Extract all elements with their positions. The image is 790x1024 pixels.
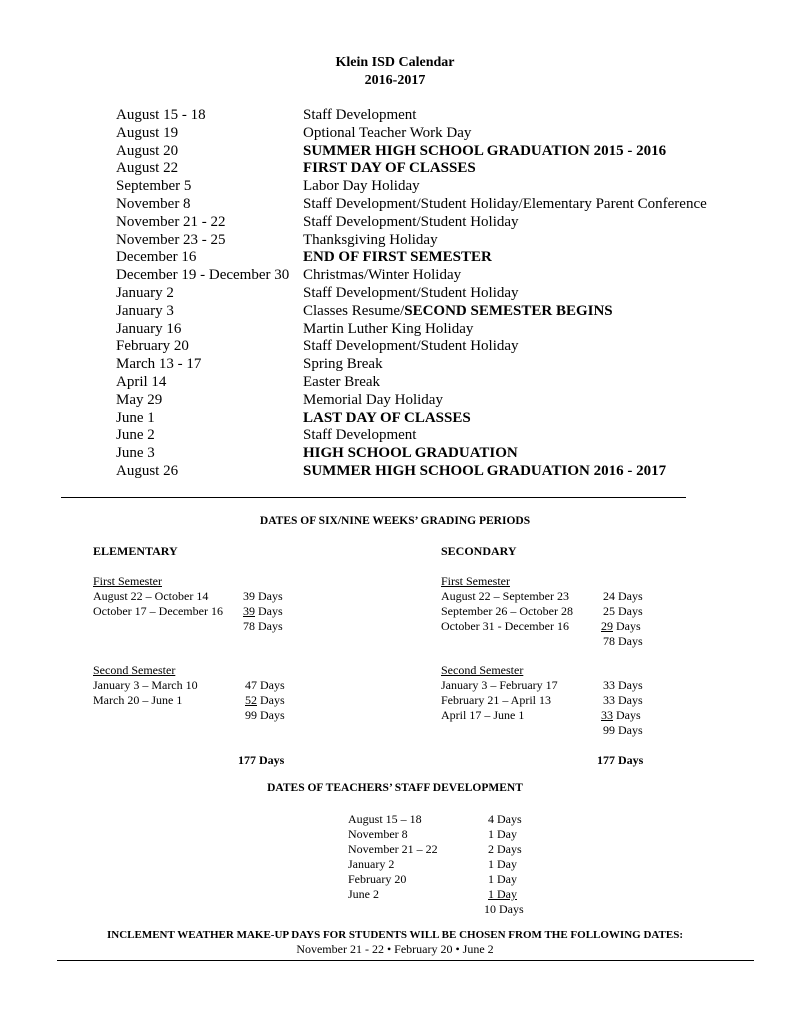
- elementary-total: 177 Days: [238, 753, 285, 767]
- event-date: November 23 - 25: [116, 231, 226, 248]
- event-description: [303, 143, 666, 161]
- staff-dev-days: 2 Days: [488, 842, 522, 856]
- secondary-first-row-3: October 31 - December 16: [441, 619, 569, 633]
- event-date: June 1: [116, 409, 155, 426]
- event-date: December 16: [116, 249, 197, 266]
- secondary-second-total: 99 Days: [603, 723, 643, 737]
- elementary-first-row-1: August 22 – October 14: [93, 589, 209, 603]
- event-description-text: Memorial Day Holiday: [303, 391, 443, 408]
- event-date: September 5: [116, 178, 192, 195]
- event-description: [303, 392, 443, 410]
- staff-dev-days: 4 Days: [488, 812, 522, 826]
- weather-heading: INCLEMENT WEATHER MAKE-UP DAYS FOR STUDENTS WILL BE CHOSEN FROM THE FOLLOWING DATES:: [107, 929, 683, 941]
- elementary-first-days-2: 39 Days: [243, 604, 283, 618]
- event-description-text: Staff Development/Student Holiday: [303, 213, 519, 230]
- secondary-first-row-1: August 22 – September 23: [441, 589, 569, 603]
- secondary-second-row-3: April 17 – June 1: [441, 708, 525, 722]
- staff-dev-date: June 2: [348, 887, 379, 901]
- event-date: November 21 - 22: [116, 213, 226, 230]
- event-description-text: SUMMER HIGH SCHOOL GRADUATION 2015 - 2016: [303, 142, 667, 159]
- secondary-second-row-1: January 3 – February 17: [441, 678, 558, 692]
- event-date: January 3: [116, 302, 174, 319]
- staff-dev-days: 1 Day: [488, 887, 517, 901]
- staff-dev-date: February 20: [348, 872, 407, 886]
- secondary-label: SECONDARY: [441, 544, 517, 558]
- event-date: June 2: [116, 427, 155, 444]
- event-description-text: SUMMER HIGH SCHOOL GRADUATION 2016 - 2017: [303, 463, 667, 479]
- event-description-text: Thanksgiving Holiday: [303, 231, 438, 248]
- event-description: [303, 196, 707, 214]
- event-description: [303, 160, 476, 178]
- event-description: [303, 232, 438, 250]
- event-description-text: Martin Luther King Holiday: [303, 320, 474, 337]
- event-date: August 15 - 18: [116, 107, 206, 123]
- event-date: January 2: [116, 285, 174, 301]
- secondary-second-days-2: 33 Days: [603, 693, 643, 707]
- event-description: [303, 321, 473, 339]
- elementary-label: ELEMENTARY: [93, 544, 178, 558]
- event-date: December 19 - December 30: [116, 267, 290, 284]
- elementary-second-row-1: January 3 – March 10: [93, 678, 198, 692]
- elementary-second-days-1: 47 Days: [245, 678, 285, 692]
- event-description: [303, 374, 380, 392]
- event-description-text: Optional Teacher Work Day: [303, 124, 472, 141]
- divider-top: [61, 497, 686, 498]
- event-date: August 20: [116, 142, 179, 159]
- elementary-first-total: 78 Days: [243, 619, 283, 633]
- event-date: August 22: [116, 160, 179, 177]
- staff-dev-heading: DATES OF TEACHERS’ STAFF DEVELOPMENT: [267, 782, 523, 794]
- elementary-first-semester-label: First Semester: [93, 574, 162, 588]
- event-description-text: Staff Development/Student Holiday: [303, 338, 519, 355]
- event-date: November 8: [116, 196, 191, 212]
- event-description: [303, 427, 416, 445]
- event-description-text: Labor Day Holiday: [303, 178, 420, 195]
- staff-dev-date: August 15 – 18: [348, 812, 422, 826]
- event-date: March 13 - 17: [116, 356, 202, 373]
- secondary-second-days-3: 33 Days: [601, 708, 641, 722]
- event-description-text: Classes Resume/: [303, 302, 405, 319]
- elementary-second-days-2: 52 Days: [245, 693, 285, 707]
- event-description: [303, 303, 613, 321]
- event-date: August 19: [116, 124, 179, 141]
- event-description: [303, 249, 492, 267]
- event-date: January 16: [116, 320, 182, 337]
- elementary-first-row-2: October 17 – December 16: [93, 604, 223, 618]
- event-description-text: Staff Development/Student Holiday/Elementary Parent Conference: [303, 196, 707, 212]
- secondary-first-days-1: 24 Days: [603, 589, 643, 603]
- elementary-first-days-1: 39 Days: [243, 589, 283, 603]
- event-description-text: FIRST DAY OF CLASSES: [303, 160, 476, 177]
- event-date: June 3: [116, 445, 155, 462]
- divider-bottom: [57, 960, 754, 961]
- event-date: May 29: [116, 391, 163, 408]
- secondary-second-row-2: February 21 – April 13: [441, 693, 551, 707]
- staff-dev-days: 1 Day: [488, 872, 517, 886]
- event-description-text: Staff Development/Student Holiday: [303, 285, 519, 301]
- secondary-first-total: 78 Days: [603, 634, 643, 648]
- staff-dev-days: 1 Day: [488, 827, 517, 841]
- event-date: August 26: [116, 463, 179, 479]
- page-title: Klein ISD Calendar: [335, 55, 455, 70]
- event-description-text: Staff Development: [303, 107, 417, 123]
- staff-dev-date: January 2: [348, 857, 395, 871]
- staff-dev-total: 10 Days: [484, 902, 524, 916]
- event-description-text: Christmas/Winter Holiday: [303, 267, 462, 284]
- event-date: February 20: [116, 338, 189, 355]
- secondary-first-days-3: 29 Days: [601, 619, 641, 633]
- staff-dev-days: 1 Day: [488, 857, 517, 871]
- event-description: [303, 107, 416, 125]
- secondary-second-semester-label: Second Semester: [441, 663, 524, 677]
- event-description: [303, 125, 471, 143]
- event-description: [303, 410, 471, 428]
- event-description-text: Staff Development: [303, 427, 417, 444]
- elementary-second-semester-label: Second Semester: [93, 663, 176, 677]
- event-description-text: LAST DAY OF CLASSES: [303, 409, 471, 426]
- event-description: [303, 356, 383, 374]
- event-description-text: Easter Break: [303, 374, 381, 390]
- secondary-total: 177 Days: [597, 753, 644, 767]
- weather-dates: November 21 - 22 • February 20 • June 2: [296, 942, 494, 956]
- event-description-emphasis: SECOND SEMESTER BEGINS: [404, 302, 613, 319]
- secondary-second-days-1: 33 Days: [603, 678, 643, 692]
- event-description-text: END OF FIRST SEMESTER: [303, 249, 492, 266]
- grading-heading: DATES OF SIX/NINE WEEKS’ GRADING PERIODS: [259, 515, 531, 527]
- elementary-second-row-2: March 20 – June 1: [93, 693, 183, 707]
- event-description: [303, 463, 666, 481]
- event-description-text: HIGH SCHOOL GRADUATION: [303, 445, 518, 462]
- page-year: 2016-2017: [364, 73, 426, 88]
- secondary-first-days-2: 25 Days: [603, 604, 643, 618]
- event-description: [303, 214, 519, 232]
- event-date: April 14: [116, 374, 167, 390]
- event-description: [303, 178, 420, 196]
- event-description: [303, 267, 461, 285]
- event-description-text: Spring Break: [303, 356, 383, 373]
- elementary-second-total: 99 Days: [245, 708, 285, 722]
- secondary-first-row-2: September 26 – October 28: [441, 604, 573, 618]
- staff-dev-date: November 8: [348, 827, 408, 841]
- event-description: [303, 285, 519, 303]
- event-description: [303, 445, 518, 463]
- secondary-first-semester-label: First Semester: [441, 574, 510, 588]
- event-description: [303, 338, 519, 356]
- staff-dev-date: November 21 – 22: [348, 842, 438, 856]
